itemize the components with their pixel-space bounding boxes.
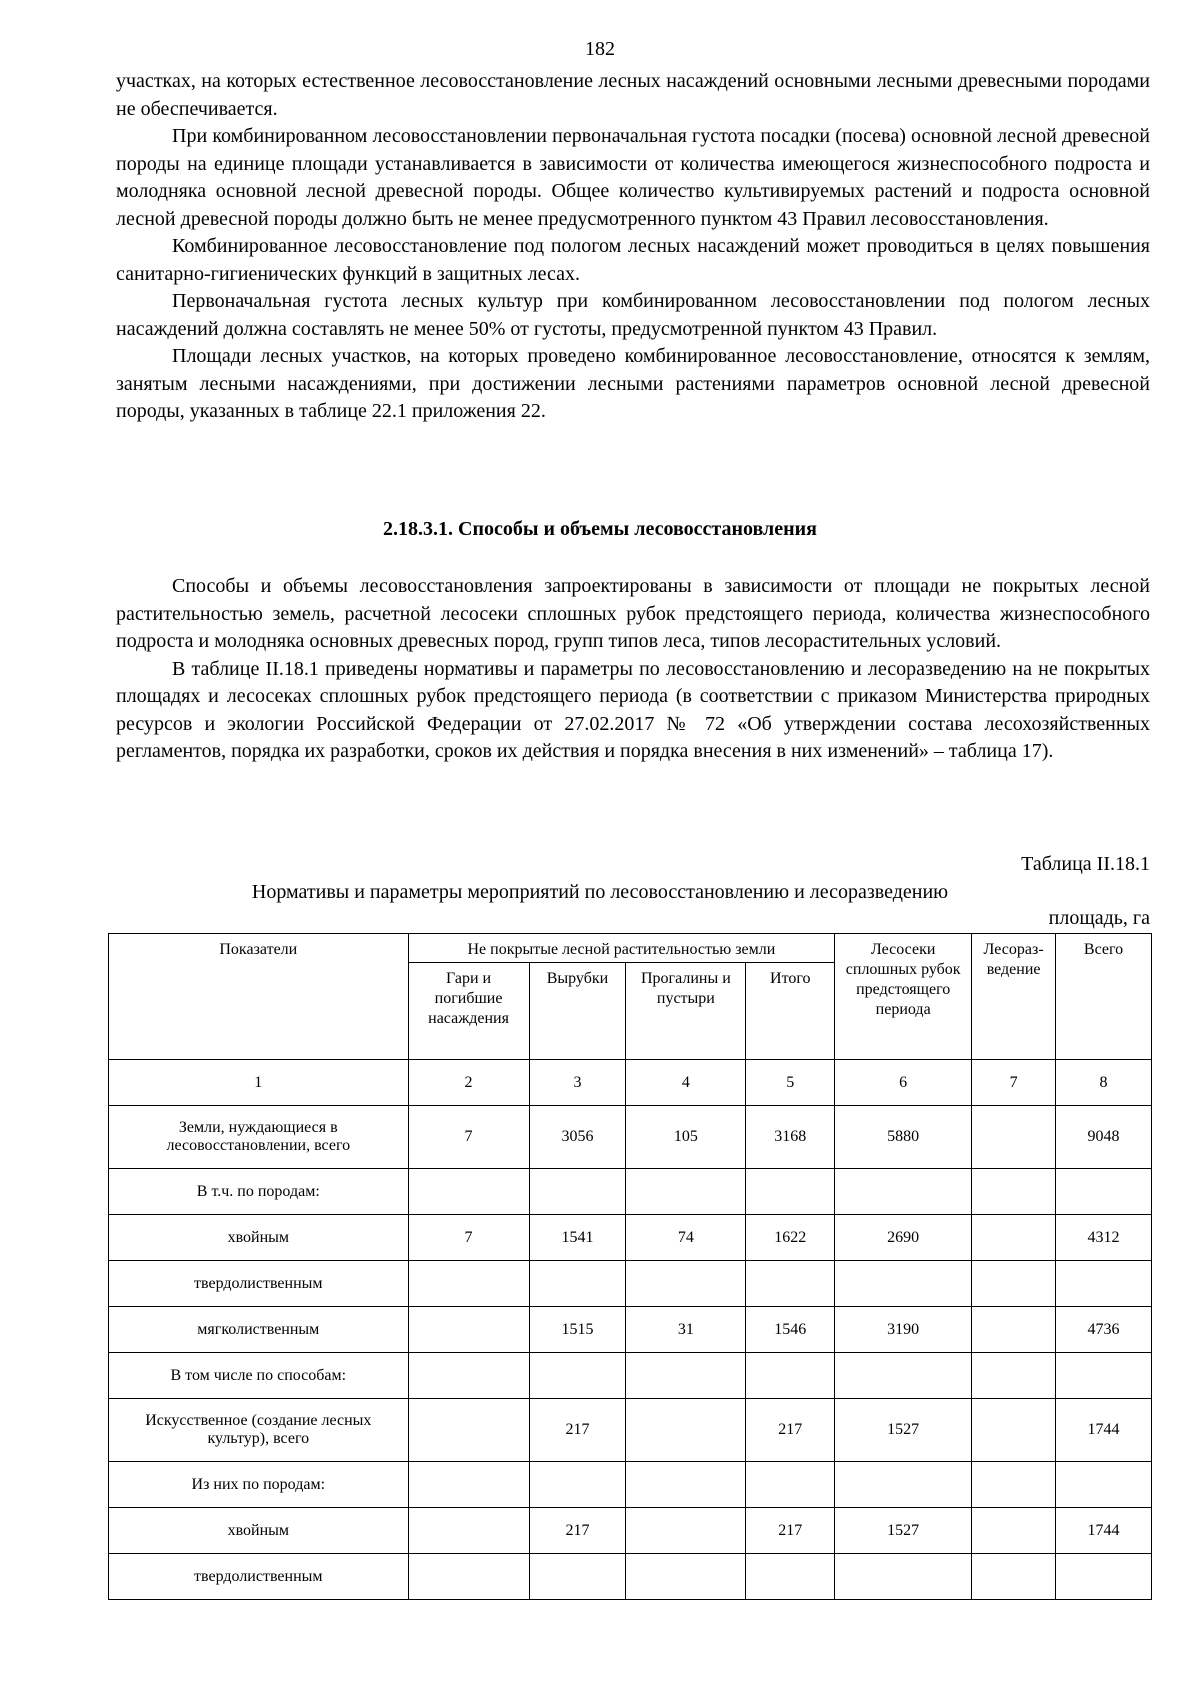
table-cell (972, 1261, 1056, 1307)
table-cell (626, 1508, 746, 1554)
table-cell (626, 1462, 746, 1508)
norms-table (108, 933, 1152, 1600)
table-cell: 4312 (1056, 1215, 1152, 1261)
table-cell (972, 1508, 1056, 1554)
table-cell (835, 1554, 972, 1600)
paragraph: участках, на которых естественное лесовосстановление лесных насаждений основными лесными древесными породами не обеспечивается. (116, 70, 1150, 120)
table-cell (835, 1169, 972, 1215)
table-cell: 9048 (1056, 1106, 1152, 1169)
table-cell (835, 1353, 972, 1399)
row-label: В т.ч. по породам: (109, 1169, 409, 1215)
table-cell: 1541 (529, 1215, 626, 1261)
paragraph: Комбинированное лесовосстановление под пологом лесных насаждений может проводиться в целях повышения санитарно-гигиенических функций в защитных лесах. (116, 235, 1150, 285)
table-cell: 1546 (746, 1307, 835, 1353)
table-row (109, 1554, 1152, 1600)
table-cell (746, 1462, 835, 1508)
table-cell: 217 (746, 1399, 835, 1462)
paragraph: Способы и объемы лесовосстановления запроектированы в зависимости от площади не покрытых лесной растительностью земель, расчетной лесосеки сплошных рубок предстоящего периода, количества жизнеспособного подроста и молодняка основных древесных пород, групп типов леса, типов лесорастительных условий. (116, 575, 1150, 652)
table-label: Таблица II.18.1 (1021, 853, 1150, 875)
table-cell: 74 (626, 1215, 746, 1261)
table-cell (529, 1261, 626, 1307)
header-total: Всего (1056, 934, 1152, 1060)
paragraph: Площади лесных участков, на которых проведено комбинированное лесовосстановление, относятся к землям, занятым лесными насаждениями, при достижении лесными растениями параметров основной лесной древесной породы, указанных в таблице 22.1 приложения 22. (116, 345, 1150, 422)
table-cell (972, 1399, 1056, 1462)
table-cell (1056, 1169, 1152, 1215)
table-cell (529, 1462, 626, 1508)
table-cell (408, 1353, 529, 1399)
row-label: Из них по породам: (109, 1462, 409, 1508)
row-label: Искусственное (создание лесных культур), всего (109, 1399, 409, 1462)
column-number-row (109, 1060, 1152, 1106)
row-label: твердолиственным (109, 1261, 409, 1307)
row-label: мягколиственным (109, 1307, 409, 1353)
section-text (116, 573, 1150, 766)
table-cell: 1515 (529, 1307, 626, 1353)
table-cell: 1527 (835, 1399, 972, 1462)
table-row (109, 1169, 1152, 1215)
header-burned: Гари и погибшие насаждения (408, 963, 529, 1060)
table-cell (972, 1169, 1056, 1215)
table-cell: 7 (408, 1106, 529, 1169)
table-cell: 3190 (835, 1307, 972, 1353)
row-label: хвойным (109, 1508, 409, 1554)
table-cell (746, 1169, 835, 1215)
column-number: 7 (972, 1060, 1056, 1106)
header-afforestation: Лесораз-ведение (972, 934, 1056, 1060)
page-number: 182 (585, 38, 615, 60)
table-unit: площадь, га (1048, 907, 1150, 929)
table-row (109, 1261, 1152, 1307)
intro-text (116, 68, 1150, 426)
table-cell (408, 1261, 529, 1307)
table-cell (835, 1261, 972, 1307)
paragraph: В таблице II.18.1 приведены нормативы и параметры по лесовосстановлению и лесоразведению на не покрытых площадях и лесосеках сплошных рубок предстоящего периода (в соответствии с приказом Министерства природных ресурсов и экологии Российской Федерации от 27.02.2017 № 72 «Об утверждении состава лесохозяйственных регламентов, порядка их разработки, сроков их действия и порядка внесения в них изменений» – таблица 17). (116, 657, 1150, 762)
table-cell (972, 1353, 1056, 1399)
table-cell (1056, 1462, 1152, 1508)
table-row (109, 1353, 1152, 1399)
paragraph: Первоначальная густота лесных культур при комбинированном лесовосстановлении под пологом лесных насаждений должна составлять не менее 50% от густоты, предусмотренной пунктом 43 Правил. (116, 290, 1150, 340)
table-cell: 105 (626, 1106, 746, 1169)
table-cell (626, 1554, 746, 1600)
table-cell: 5880 (835, 1106, 972, 1169)
column-number: 1 (109, 1060, 409, 1106)
table-cell (1056, 1554, 1152, 1600)
section-heading: 2.18.3.1. Способы и объемы лесовосстановления (383, 518, 817, 540)
table-cell: 1744 (1056, 1508, 1152, 1554)
column-number: 4 (626, 1060, 746, 1106)
table-cell: 4736 (1056, 1307, 1152, 1353)
table-cell: 31 (626, 1307, 746, 1353)
table-cell (972, 1554, 1056, 1600)
paragraph: При комбинированном лесовосстановлении первоначальная густота посадки (посева) основной лесной древесной породы на единице площади устанавливается в зависимости от количества имеющегося жизнеспособного подроста и молодняка основной лесной древесной породы. Общее количество культивируемых растений и подроста основной лесной древесной породы должно быть не менее предусмотренного пунктом 43 Правил лесовосстановления. (116, 125, 1150, 230)
table-cell (529, 1554, 626, 1600)
header-cutting-areas: Лесосеки сплошных рубок предстоящего периода (835, 934, 972, 1060)
table-row (109, 1307, 1152, 1353)
table-cell (529, 1169, 626, 1215)
column-number: 5 (746, 1060, 835, 1106)
table-row (109, 1508, 1152, 1554)
table-cell (835, 1462, 972, 1508)
table-cell (972, 1462, 1056, 1508)
table-cell: 7 (408, 1215, 529, 1261)
row-label: хвойным (109, 1215, 409, 1261)
table-cell (626, 1261, 746, 1307)
table-cell (529, 1353, 626, 1399)
table-cell (626, 1399, 746, 1462)
table-cell: 1744 (1056, 1399, 1152, 1462)
header-subtotal: Итого (746, 963, 835, 1060)
table-cell: 217 (746, 1508, 835, 1554)
table-row (109, 1399, 1152, 1462)
table-cell (1056, 1353, 1152, 1399)
column-number: 2 (408, 1060, 529, 1106)
table-cell (746, 1554, 835, 1600)
column-number: 3 (529, 1060, 626, 1106)
table-cell (408, 1554, 529, 1600)
column-number: 8 (1056, 1060, 1152, 1106)
row-label: твердолиственным (109, 1554, 409, 1600)
table-cell: 1527 (835, 1508, 972, 1554)
table-body (109, 1060, 1152, 1600)
header-not-covered: Не покрытые лесной растительностью земли (408, 934, 835, 963)
table-cell (746, 1353, 835, 1399)
header-clearings: Вырубки (529, 963, 626, 1060)
table-cell (972, 1106, 1056, 1169)
table-cell (408, 1399, 529, 1462)
table-cell (408, 1462, 529, 1508)
column-number: 6 (835, 1060, 972, 1106)
table-cell: 3168 (746, 1106, 835, 1169)
table-cell: 217 (529, 1508, 626, 1554)
table-cell (746, 1261, 835, 1307)
table-cell: 1622 (746, 1215, 835, 1261)
table-cell: 3056 (529, 1106, 626, 1169)
row-label: В том числе по способам: (109, 1353, 409, 1399)
table-cell (408, 1508, 529, 1554)
table-row (109, 1106, 1152, 1169)
header-indicators: Показатели (109, 934, 409, 1060)
table-cell: 217 (529, 1399, 626, 1462)
table-cell (972, 1307, 1056, 1353)
table-row (109, 1462, 1152, 1508)
table-cell (408, 1307, 529, 1353)
table-cell (626, 1353, 746, 1399)
table-cell: 2690 (835, 1215, 972, 1261)
row-label: Земли, нуждающиеся в лесовосстановлении, всего (109, 1106, 409, 1169)
table-cell (408, 1169, 529, 1215)
table-cell (626, 1169, 746, 1215)
table-row (109, 1215, 1152, 1261)
table-title: Нормативы и параметры мероприятий по лесовосстановлению и лесоразведению (251, 881, 949, 903)
table-cell (972, 1215, 1056, 1261)
table-cell (1056, 1261, 1152, 1307)
header-glades: Прогалины и пустыри (626, 963, 746, 1060)
